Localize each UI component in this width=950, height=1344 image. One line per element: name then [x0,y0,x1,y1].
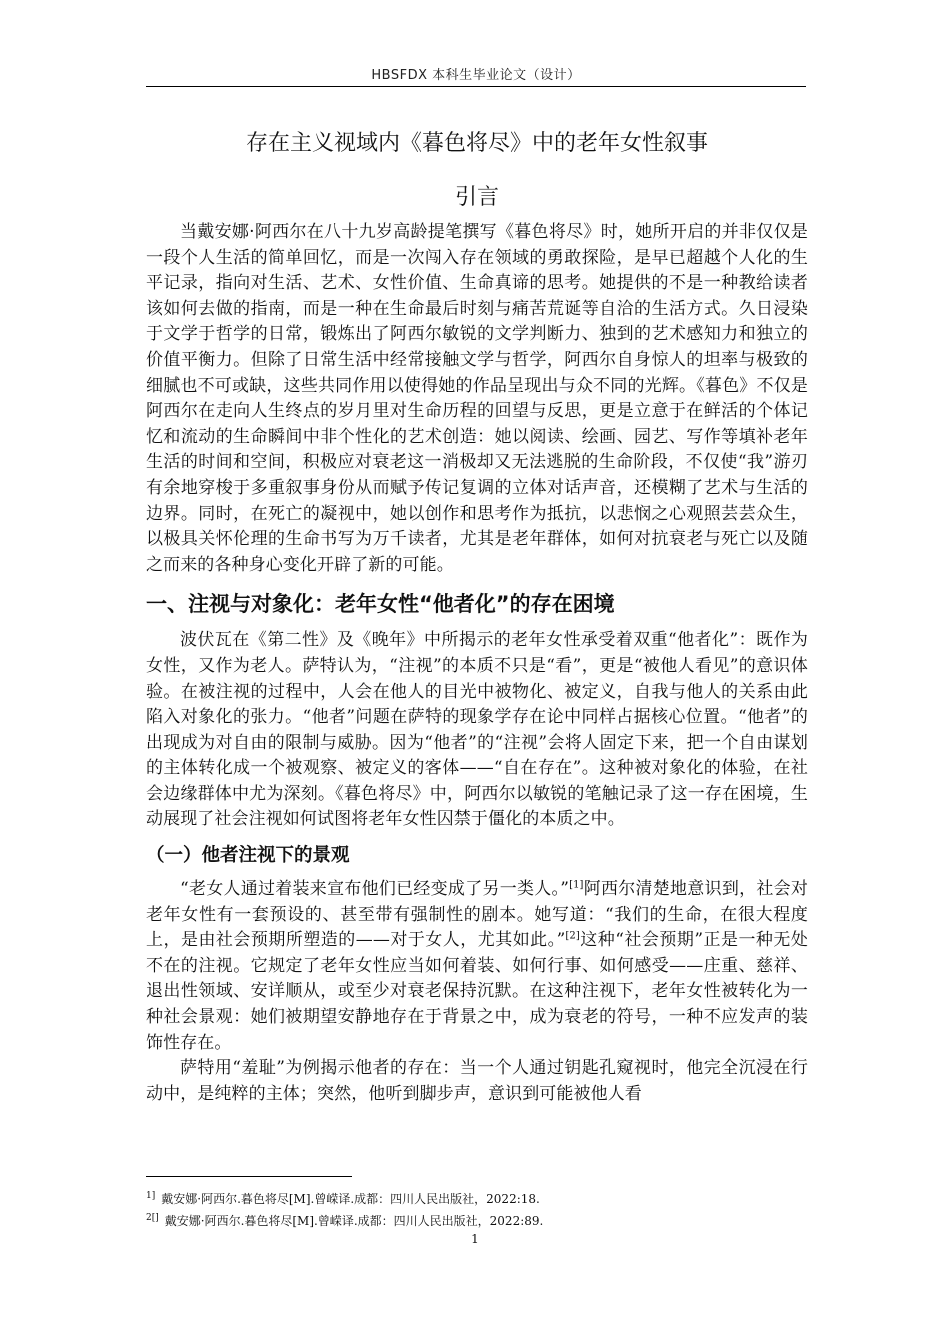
footnote-mark: 1] [146,1191,156,1201]
footnotes [146,1188,806,1232]
subsection-1-paragraph-1 [146,877,808,1056]
footnote-2 [146,1210,806,1232]
subsection-1-paragraph-2: 萨特用“羞耻”为例揭示他者的存在：当一个人通过钥匙孔窥视时，他完全沉浸在行动中，是纯粹的主体；突然，他听到脚步声，意识到可能被他人看 [146,1058,808,1104]
document-title: 存在主义视域内《暮色将尽》中的老年女性叙事 [245,131,708,156]
footnote-text: 戴安娜·阿西尔.暮色将尽[M].曾嵘译.成都：四川人民出版社，2022:18. [161,1192,540,1206]
intro-heading: 引言 [454,185,499,210]
paragraph-text: 这种“社会预期”正是一种无处不在的注视。它规定了老年女性应当如何着装、如何行事、如何感受——庄重、慈祥、退出性领域、安详顺从，或至少对衰老保持沉默。在这种注视下，老年女性被转化为一种社会景观：她们被期望安静地存在于背景之中，成为衰老的符号，一种不应发声的装饰性存在。 [146,930,808,1053]
intro-paragraph: 当戴安娜·阿西尔在八十九岁高龄提笔撰写《暮色将尽》时，她所开启的并非仅仅是一段个人生活的简单回忆，而是一次闯入存在领域的勇敢探险，是早已超越个人化的生平记录，指向对生活、艺术、女性价值、生命真谛的思考。她提供的不是一种教给读者该如何去做的指南，而是一种在生命最后时刻与痛苦荒诞等自洽的生活方式。久日浸染于文学于哲学的日常，锻炼出了阿西尔敏锐的文学判断力、独到的艺术感知力和独立的价值平衡力。但除了日常生活中经常接触文学与哲学，阿西尔自身惊人的坦率与极致的细腻也不可或缺，这些共同作用以使得她的作品呈现出与众不同的光辉。《暮色》不仅是阿西尔在走向人生终点的岁月里对生命历程的回望与反思，更是立意于在鲜活的个体记忆和流动的生命瞬间中非个性化的艺术创造：她以阅读、绘画、园艺、写作等填补老年生活的时间和空间，积极应对衰老这一消极却又无法逃脱的生命阶段，不仅使“我”游刃有余地穿梭于多重叙事身份从而赋予传记复调的立体对话声音，还模糊了艺术与生活的边界。同时，在死亡的凝视中，她以创作和思考作为抵抗，以悲悯之心观照芸芸众生，以极具关怀伦理的生命书写为万千读者，尤其是老年群体，如何对抗衰老与死亡以及随之而来的各种身心变化开辟了新的可能。 [146,222,808,575]
footnote-mark: 2[] [146,1213,159,1223]
body-content [146,120,808,1107]
subsection-1-heading: （一）他者注视下的景观 [146,845,350,867]
footnote-text: 戴安娜·阿西尔.暮色将尽[M].曾嵘译.成都：四川人民出版社，2022:89. [164,1214,544,1228]
page-number: 1 [471,1232,479,1246]
footnote-1 [146,1188,806,1210]
section-1-paragraph: 波伏瓦在《第二性》及《晚年》中所揭示的老年女性承受着双重“他者化”：既作为女性，又作为老人。萨特认为，“注视”的本质不只是“看”，更是“被他人看见”的意识体验。在被注视的过程中，人会在他人的目光中被物化、被定义，自我与他人的关系由此陷入对象化的张力。“他者”问题在萨特的现象学存在论中同样占据核心位置。“他者”的出现成为对自由的限制与威胁。因为“他者”的“注视”会将人固定下来，把一个自由谋划的主体转化成一个被观察、被定义的客体——“自在存在”。这种被对象化的体验，在社会边缘群体中尤为深刻。《暮色将尽》中，阿西尔以敏锐的笔触记录了这一存在困境，生动展现了社会注视如何试图将老年女性囚禁于僵化的本质之中。 [146,630,808,830]
running-header: HBSFDX 本科生毕业论文（设计） [371,68,581,83]
section-1-heading: 一、注视与对象化：老年女性“他者化”的存在困境 [146,592,615,617]
paragraph-text: 阿西尔清楚地意识到，社会对老年女性有一套预设的、甚至带有强制性的剧本。她写道：“我们的生命，在很大程度上，是由社会预期所塑造的——对于女人，尤其如此。” [146,879,808,951]
footnote-separator [146,1176,352,1177]
footnote-ref-1[interactable]: [1] [569,879,584,891]
header-rule [146,86,806,87]
quote-text: “老女人通过着装来宣布他们已经变成了另一类人。” [180,879,570,900]
footnote-ref-2[interactable]: [2] [565,930,580,942]
